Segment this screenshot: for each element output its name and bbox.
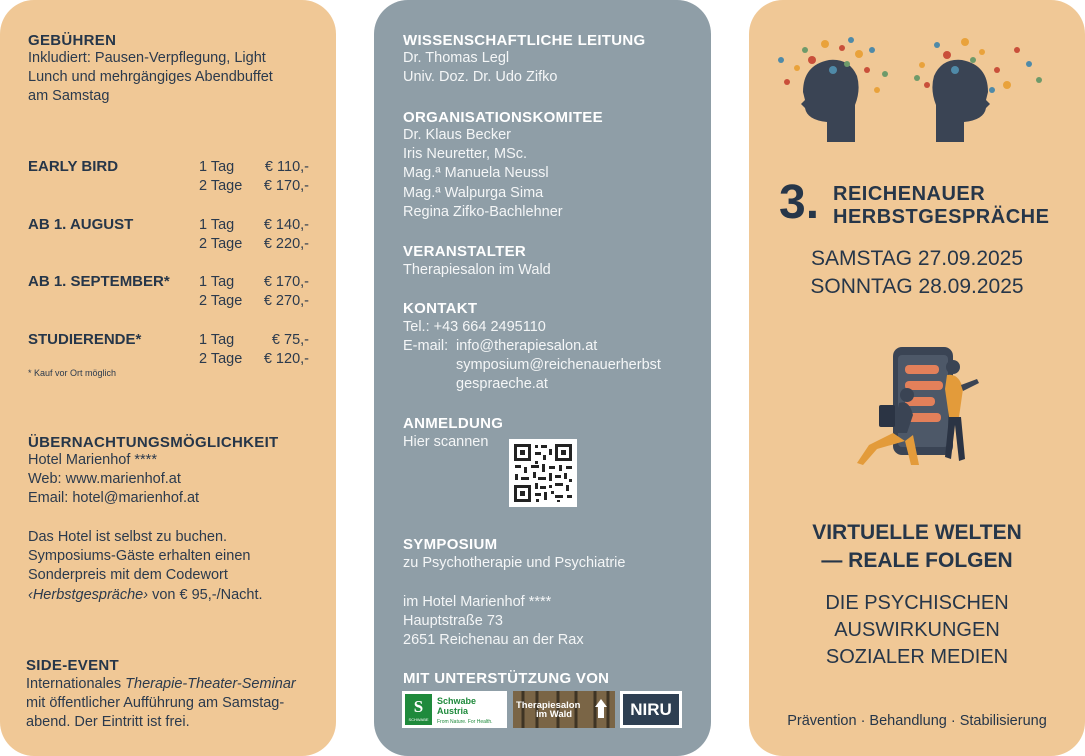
schwabe-name: Schwabe [437,696,477,706]
date-saturday: SAMSTAG 27.09.2025 [810,247,1024,270]
subtitle-line: DIE PSYCHISCHEN [825,592,1009,614]
hotel-note-line: Symposiums-Gäste erhalten einen [28,548,251,565]
hotel-note [28,528,263,605]
niru-text: NIRU [623,694,679,725]
scientific-list [403,49,557,87]
registration-text: Hier scannen [403,434,489,450]
hotel-heading: ÜBERNACHTUNGSMÖGLICHKEIT [28,434,279,451]
price-duration: 1 Tag [199,332,235,348]
edition-number: 3. [779,176,820,229]
fees-heading: GEBÜHREN [28,32,117,49]
email-link[interactable]: symposium@reichenauerherbst [456,357,661,374]
host-heading: VERANSTALTER [403,243,527,260]
price-value: € 120,- [263,351,309,367]
registration-heading: ANMELDUNG [403,415,504,432]
side-text: Internationales [26,676,126,692]
heads-illustration-icon [767,30,1067,145]
price-duration: 2 Tage [199,293,243,309]
price-value: € 170,- [263,178,309,194]
headline-line-1: VIRTUELLE WELTEN [812,521,1022,544]
schwabe-mark-text: SCHWABE [408,717,429,722]
niru-logo [620,691,682,728]
contact-phone[interactable]: Tel.: +43 664 2495110 [403,319,546,335]
price-duration: 1 Tag [199,159,235,175]
side-event-heading: SIDE-EVENT [26,657,120,674]
fees-text-line: am Samstag [28,88,110,105]
person: Regina Zifko-Bachlehner [403,203,563,220]
schwabe-mark-icon: S SCHWABE [405,694,432,725]
price-duration: 2 Tage [199,236,243,252]
price-value: € 110,- [264,159,309,175]
hotel-email[interactable]: Email: hotel@marienhof.at [28,490,200,507]
person: Dr. Thomas Legl [403,50,510,66]
venue-line: 2651 Reichenau an der Rax [403,632,584,649]
price-duration: 1 Tag [199,274,235,290]
price-duration: 1 Tag [199,217,235,233]
fees-text [28,49,273,107]
side-seminar: Therapie-Theater-Seminar [125,676,296,692]
side-text: mit öffentlicher Aufführung am Samstag- [26,695,285,712]
date-sunday: SONNTAG 28.09.2025 [810,275,1024,298]
hotel-web[interactable]: Web: www.marienhof.at [28,471,181,488]
subtitle-line: SOZIALER MEDIEN [825,646,1009,668]
qr-code-icon[interactable] [509,439,577,507]
person: Mag.ª Manuela Neussl [403,165,549,182]
price-value: € 170,- [263,274,309,290]
person: Univ. Doz. Dr. Udo Zifko [403,69,558,86]
venue [403,593,584,651]
schwabe-logo [402,691,507,728]
price-value: € 140,- [263,217,309,233]
symposium-text: zu Psychotherapie und Psychiatrie [403,555,626,571]
scientific-heading: WISSENSCHAFTLICHE LEITUNG [403,32,646,49]
smartphone-people-illustration-icon [849,345,989,470]
fees-text-line: Inkludiert: Pausen-Verpflegung, Light [28,50,266,66]
headline-line-2: — REALE FOLGEN [821,549,1013,572]
fees-text-line: Lunch und mehrgängiges Abendbuffet [28,69,273,86]
host-name: Therapiesalon im Wald [403,262,551,278]
event-title-line: HERBSTGESPRÄCHE [833,206,1050,228]
hotel-info [28,451,199,509]
price-duration: 2 Tage [199,178,243,194]
fees-panel [0,0,336,756]
person: Dr. Klaus Becker [403,127,511,143]
price-value: € 220,- [263,236,309,252]
support-heading: MIT UNTERSTÜTZUNG VON [403,670,610,687]
schwabe-claim: From Nature. For Health. [437,719,493,725]
cover-panel [749,0,1085,756]
contact-email-label: E-mail: [403,338,449,354]
email-link[interactable]: info@therapiesalon.at [456,338,598,354]
tagline: Prävention · Behandlung · Stabilisierung [787,713,1047,729]
price-value: € 270,- [263,293,309,309]
price-duration: 2 Tage [199,351,243,367]
hotel-note-line: Das Hotel ist selbst zu buchen. [28,529,228,545]
price-label: EARLY BIRD [28,158,119,175]
event-title [833,183,1049,229]
person: Iris Neuretter, MSc. [403,146,528,163]
price-label: STUDIERENDE* [28,331,142,348]
contact-emails [456,337,661,395]
footnote: * Kauf vor Ort möglich [28,368,117,378]
therapiesalon-name: Therapiesalon [516,700,581,711]
hotel-price: von € 95,-/Nacht. [148,586,263,603]
email-link[interactable]: gespraeche.at [456,376,548,393]
info-panel [374,0,711,756]
org-list [403,126,563,222]
side-event-text [26,675,326,733]
schwabe-country: Austria [437,706,469,716]
venue-line: im Hotel Marienhof **** [403,594,552,610]
price-label: AB 1. SEPTEMBER* [28,273,170,290]
symposium-heading: SYMPOSIUM [403,536,498,553]
hotel-note-line: Sonderpreis mit dem Codewort [28,567,228,584]
price-value: € 75,- [271,332,309,348]
contact-heading: KONTAKT [403,300,478,317]
side-text: abend. Der Eintritt ist frei. [26,714,190,731]
event-title-line: REICHENAUER [833,183,986,205]
org-heading: ORGANISATIONSKOMITEE [403,109,603,126]
therapiesalon-sub: im Wald [536,709,573,720]
hotel-code: ‹Herbstgespräche› [28,586,149,603]
therapiesalon-logo [513,691,615,728]
price-label: AB 1. AUGUST [28,216,134,233]
hotel-name: Hotel Marienhof **** [28,452,157,468]
venue-line: Hauptstraße 73 [403,613,503,630]
subtitle-line: AUSWIRKUNGEN [834,619,1000,641]
person: Mag.ª Walpurga Sima [403,184,544,201]
